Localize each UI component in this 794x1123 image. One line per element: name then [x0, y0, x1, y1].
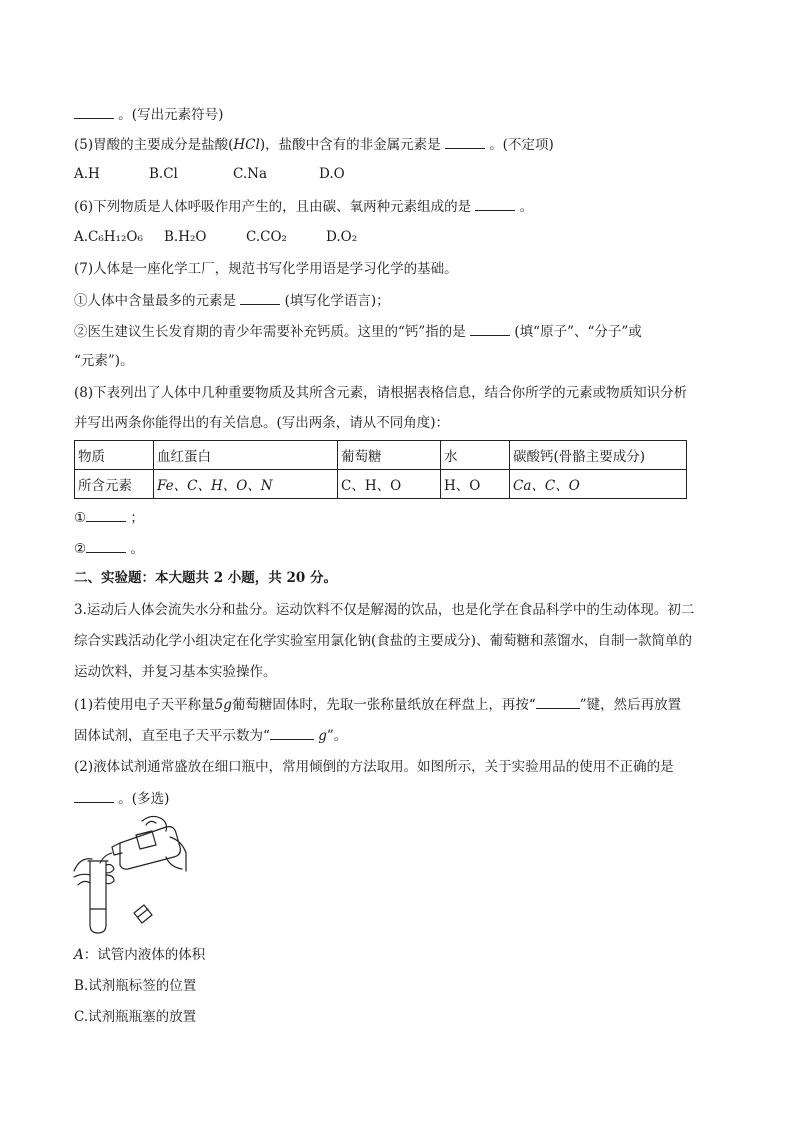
elements-table: [74, 440, 687, 499]
question-text: )，盐酸中含有的非金属元素是: [259, 137, 441, 153]
option-c: C.CO₂: [246, 229, 287, 245]
question-3-line1: 3.运动后人体会流失水分和盐分。运动饮料不仅是解渴的饮品，也是化学在食品科学中的生动体现。初二: [74, 602, 695, 618]
mass-value: 5g: [214, 697, 232, 713]
test-tube-shape: [90, 861, 106, 933]
answer-blank[interactable]: [240, 290, 280, 305]
answer-blank[interactable]: [270, 725, 314, 740]
answer-blank[interactable]: [74, 104, 114, 119]
unit: g: [318, 728, 327, 744]
option-c: C.Na: [233, 166, 268, 182]
bottle-stopper-shape: [134, 905, 152, 923]
question-text: ①人体中含量最多的元素是: [74, 293, 236, 309]
reagent-bottle-shape: [120, 827, 180, 870]
answer-number: ②: [74, 541, 87, 557]
question-3-2: (2)液体试剂通常盛放在细口瓶中，常用倾倒的方法取用。如图所示，关于实验用品的使用不正确的是: [74, 759, 674, 775]
answer-blank[interactable]: [74, 788, 114, 803]
question-text: (1)若使用电子天平称量: [74, 697, 215, 713]
question-7-1: [74, 290, 390, 311]
question-8-line2: 并写出两条你能得出的有关信息。(写出两条，请从不同角度)：: [74, 415, 450, 431]
question-7-2-cont: “元素”)。: [74, 353, 134, 369]
instruction-text: (填“原子”、“分子”或: [514, 324, 642, 340]
answer-blank[interactable]: [445, 134, 485, 149]
option-d: D.O: [319, 166, 345, 182]
option-b: B.Cl: [149, 166, 178, 182]
instruction-text: (填写化学语言)；: [284, 293, 390, 309]
question-text: ”键，然后再放置: [579, 697, 682, 713]
table-row: [75, 470, 687, 499]
question-3-line2: 综合实践活动化学小组决定在化学实验室用氯化钠(食盐的主要成分)、葡萄糖和蒸馏水，自制一款简单的: [74, 633, 693, 649]
question-7-2: [74, 321, 642, 342]
punctuation: 。: [519, 199, 534, 215]
question-8-line1: (8)下表列出了人体中几种重要物质及其所含元素，请根据表格信息，结合你所学的元素或物质知识分析: [74, 385, 688, 401]
option-b: B.H₂O: [164, 229, 207, 245]
question-3-line3: 运动饮料，并复习基本实验操作。: [74, 664, 277, 680]
answer-blank[interactable]: [86, 538, 126, 553]
question-text: ②医生建议生长发育期的青少年需要补充钙质。这里的“钙”指的是: [74, 324, 466, 340]
option-b-line: B.试剂瓶标签的位置: [74, 978, 197, 994]
table-cell: Ca、C、O: [510, 470, 687, 499]
punctuation: ”。: [326, 728, 348, 744]
answer-blank[interactable]: [470, 321, 510, 336]
option-a: A.H: [74, 166, 100, 182]
question-3-1-cont: [74, 725, 347, 746]
question-text: (5)胃酸的主要成分是盐酸(: [74, 137, 234, 153]
question-5: [74, 134, 554, 155]
question-6: [74, 196, 533, 217]
instruction-text: 。(多选): [118, 791, 170, 807]
answer-number: ①: [74, 510, 87, 526]
instruction-text: 。(不定项): [489, 137, 554, 153]
question-text: 葡萄糖固体时，先取一张称量纸放在秤盘上，再按“: [231, 697, 536, 713]
option-letter: A: [74, 947, 84, 963]
options-q5: [74, 164, 345, 184]
table-cell: 碳酸钙(骨骼主要成分): [510, 441, 687, 470]
section-heading: 二、实验题：本大题共 2 小题，共 20 分。: [74, 570, 337, 586]
formula: HCl: [233, 137, 260, 153]
option-d: D.O₂: [326, 229, 358, 245]
question-3-2-cont: [74, 788, 169, 809]
question-7: (7)人体是一座化学工厂，规范书写化学用语是学习化学的基础。: [74, 261, 458, 277]
question-text: 固体试剂，直至电子天平示数为“: [74, 728, 270, 744]
punctuation: ；: [130, 510, 144, 526]
table-cell: 葡萄糖: [338, 441, 441, 470]
answer-line-1: [74, 507, 144, 528]
punctuation: 。: [130, 541, 144, 557]
answer-blank[interactable]: [86, 507, 126, 522]
table-cell: 所含元素: [75, 470, 154, 499]
option-c-line: C.试剂瓶瓶塞的放置: [74, 1009, 197, 1025]
answer-blank[interactable]: [536, 694, 580, 709]
table-cell: 血红蛋白: [154, 441, 338, 470]
table-header-row: [75, 441, 687, 470]
option-text: ：试管内液体的体积: [83, 947, 206, 963]
table-cell: C、H、O: [338, 470, 441, 499]
table-cell: 物质: [75, 441, 154, 470]
table-cell: 水: [441, 441, 510, 470]
answer-line-q2-tail: [74, 104, 223, 125]
instruction-text: 。(写出元素符号): [118, 107, 224, 123]
option-a-line: [74, 945, 205, 965]
answer-blank[interactable]: [475, 196, 515, 211]
pouring-liquid-illustration: [70, 813, 190, 938]
options-q6: [74, 227, 357, 247]
table-cell: H、O: [441, 470, 510, 499]
option-a: A.C₆H₁₂O₆: [74, 229, 143, 245]
question-text: (6)下列物质是人体呼吸作用产生的，且由碳、氧两种元素组成的是: [74, 199, 472, 215]
table-cell: Fe、C、H、O、N: [154, 470, 338, 499]
question-3-1: [74, 694, 681, 715]
answer-line-2: [74, 538, 144, 559]
